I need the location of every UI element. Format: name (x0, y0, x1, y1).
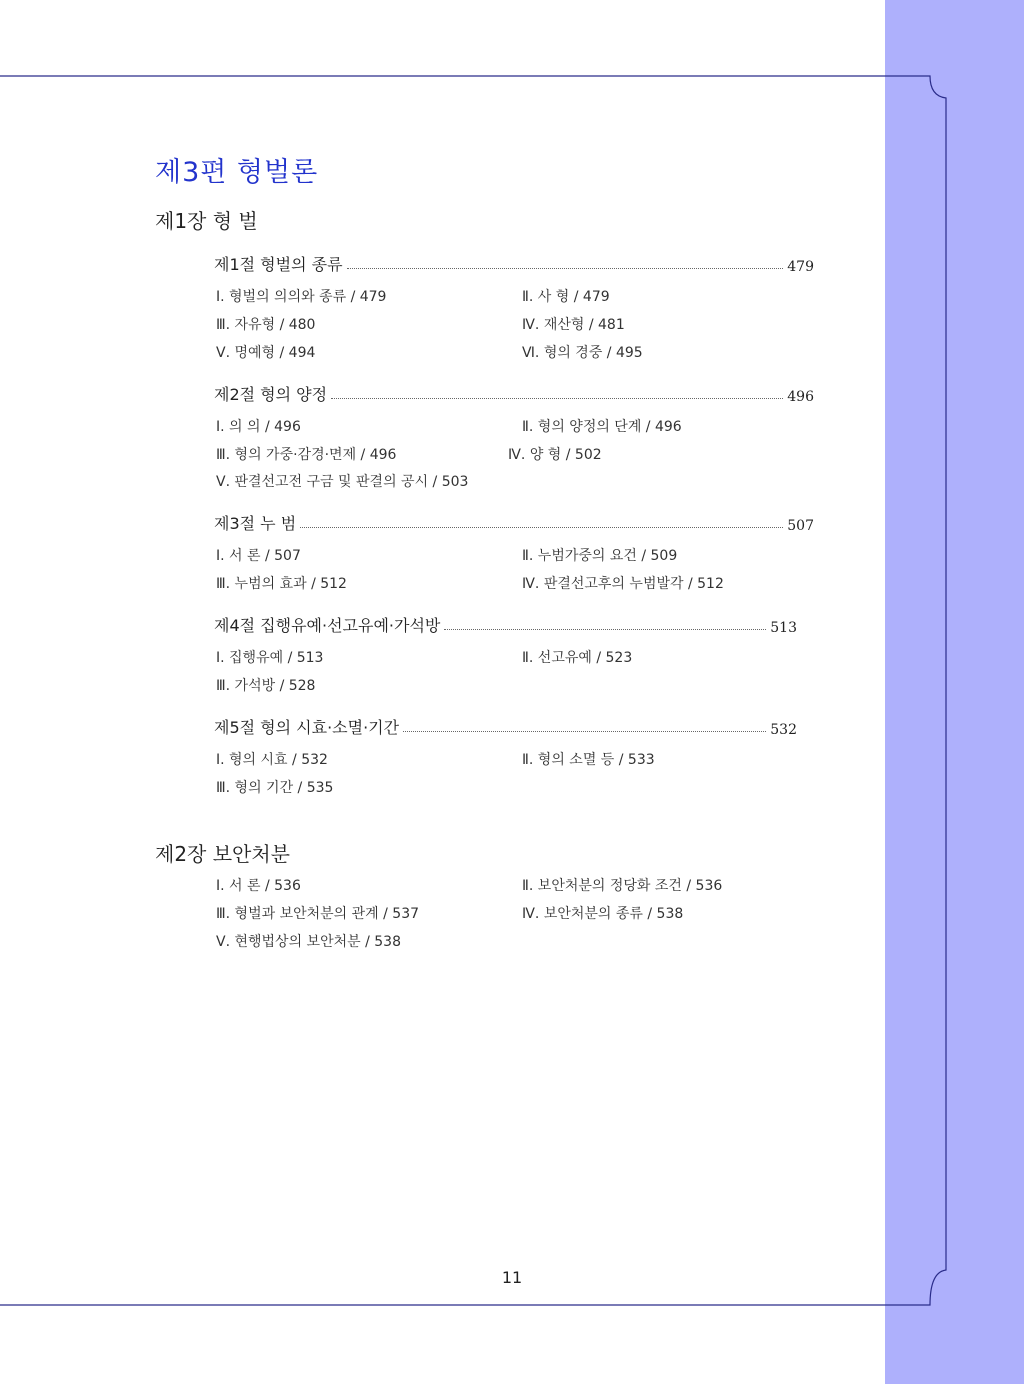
toc-item[interactable]: Ⅲ. 형의 가중·감경·면제 / 496 (216, 447, 397, 463)
toc-item[interactable]: Ⅳ. 양 형 / 502 (508, 447, 602, 463)
toc-item[interactable]: Ⅲ. 자유형 / 480 (216, 317, 316, 333)
dot-leader (403, 731, 766, 732)
section-page: 479 (787, 259, 814, 275)
toc-item[interactable]: Ⅱ. 형의 양정의 단계 / 496 (522, 419, 682, 435)
toc-item[interactable]: Ⅲ. 형벌과 보안처분의 관계 / 537 (216, 906, 420, 922)
page-number: 11 (501, 1268, 523, 1287)
part-title: 제3편 형벌론 (155, 157, 319, 188)
section-page: 532 (770, 722, 797, 738)
section-page: 507 (787, 518, 814, 534)
toc-item[interactable]: Ⅳ. 보안처분의 종류 / 538 (522, 906, 684, 922)
section-title: 제3절 누 범 (214, 514, 297, 533)
toc-item[interactable]: Ⅲ. 가석방 / 528 (216, 678, 316, 694)
toc-item[interactable]: Ⅲ. 누범의 효과 / 512 (216, 576, 347, 592)
toc-item[interactable]: Ⅰ. 의 의 / 496 (216, 419, 301, 435)
toc-item[interactable]: Ⅰ. 서 론 / 536 (216, 878, 301, 894)
dot-leader (444, 629, 766, 630)
toc-item[interactable]: Ⅰ. 형벌의 의의와 종류 / 479 (216, 289, 387, 305)
toc-item[interactable]: Ⅰ. 서 론 / 507 (216, 548, 301, 564)
toc-item[interactable]: Ⅱ. 사 형 / 479 (522, 289, 610, 305)
dot-leader (331, 398, 783, 399)
toc-item[interactable]: Ⅴ. 현행법상의 보안처분 / 538 (216, 934, 401, 950)
toc-section-row[interactable] (214, 251, 814, 275)
toc-item[interactable]: Ⅳ. 판결선고후의 누범발각 / 512 (522, 576, 724, 592)
toc-item[interactable]: Ⅱ. 형의 소멸 등 / 533 (522, 752, 655, 768)
toc-item[interactable]: Ⅴ. 명예형 / 494 (216, 345, 316, 361)
chapter-title: 제2장 보안처분 (155, 842, 291, 866)
toc-item[interactable]: Ⅱ. 선고유예 / 523 (522, 650, 633, 666)
toc-item[interactable]: Ⅴ. 판결선고전 구금 및 판결의 공시 / 503 (216, 474, 469, 490)
dot-leader (300, 527, 783, 528)
toc-item[interactable]: Ⅱ. 누범가중의 요건 / 509 (522, 548, 678, 564)
toc-item[interactable]: Ⅳ. 재산형 / 481 (522, 317, 625, 333)
toc-item[interactable]: Ⅵ. 형의 경중 / 495 (522, 345, 643, 361)
toc-section-row[interactable] (214, 510, 814, 534)
chapter-title: 제1장 형 벌 (155, 209, 258, 233)
toc-item[interactable]: Ⅰ. 형의 시효 / 532 (216, 752, 328, 768)
toc-section-row[interactable] (214, 381, 814, 405)
section-page: 513 (770, 620, 797, 636)
toc-section-row[interactable] (214, 612, 797, 636)
section-page: 496 (787, 389, 814, 405)
toc-item[interactable]: Ⅱ. 보안처분의 정당화 조건 / 536 (522, 878, 723, 894)
section-title: 제1절 형벌의 종류 (214, 255, 343, 274)
toc-item[interactable]: Ⅰ. 집행유예 / 513 (216, 650, 324, 666)
section-title: 제5절 형의 시효·소멸·기간 (214, 718, 400, 737)
toc-section-row[interactable] (214, 714, 797, 738)
section-title: 제4절 집행유예·선고유예·가석방 (214, 616, 441, 635)
dot-leader (347, 268, 784, 269)
section-title: 제2절 형의 양정 (214, 385, 328, 404)
toc-item[interactable]: Ⅲ. 형의 기간 / 535 (216, 780, 334, 796)
